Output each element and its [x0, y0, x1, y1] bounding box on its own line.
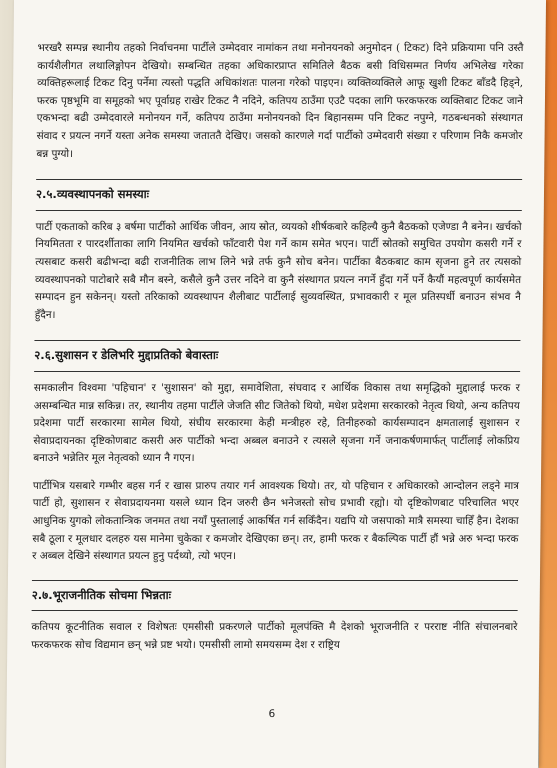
section-rule — [36, 210, 522, 211]
heading-governance: २.६.सुशासन र डेलिभरि मुद्दाप्रतिको बेवास्ताः — [34, 348, 219, 363]
paragraph-nomination: भरखरै सम्पन्न स्थानीय तहको निर्वाचनमा पार्टीले उम्मेदवार नामांकन तथा मनोनयनको अनुमोदन ( टिकट) दिने प्रक्रियामा पनि उस्तै कार्यशैलीगत लथालिङ्गोपन देखियो। सम्बन्धित तहका अधिकारप्राप्त समितिले बैठक बसी विधिसम्मत निर्णय अभिलेख गरेका व्यक्तिहरूलाई टिकट दिनु पर्नेमा त्यस्तो पद्धति अधिकांशतः पालना गरेको पाइएन। व्यक्तिव्यक्तिले आफू खुशी टिकट बाँडदै हिड्ने, फरक पृष्ठभूमि वा समूहको भए पूर्वाग्रह राखेर टिकट नै नदिने, कतिपय ठाउँमा एउटै पदका लागि फरकफरक व्यक्तिबाट टिकट जाने एकभन्दा बढी उम्मेदवारले मनोनयन गर्ने, कतिपय ठाउँमा मनोनयनको दिन बिहानसम्म पनि टिकट नपुग्ने, गठबन्धनको संस्थागत संवाद र प्रयत्न नगर्ने यस्ता अनेक समस्या जताततै देखिए। जसको कारणले गर्दा पार्टीको उम्मेदवारी संख्या र परिणाम निकै कमजोर बन्न पुग्यो। — [36, 42, 524, 160]
paragraph-management: पार्टी एकताको करिब ३ बर्षमा पार्टीको आर्थिक जीवन, आय स्रोत, व्ययको शीर्षकबारे कहिल्यै कुनै बैठकको एजेण्डा नै बनेन। खर्चको नियमितता र पारदर्शीताका लागि नियमित खर्चको फाँटवारी पेश गर्ने काम समेत भएन। पार्टी स्रोतको समुचित उपयोग कसरी गर्ने र त्यसबाट कसरी बढीभन्दा बढी राजनीतिक लाभ लिने भन्ने तर्फ कुनै सोच बनेन। पार्टीका बैठकबाट काम सृजना हुने तर त्यसको व्यवस्थापनको पाटोबारे सबै मौन बस्ने, कसैले कुनै उत्तर नदिने वा कुनै संस्थागत प्रयत्न नगर्ने हुँदा गर्ने पर्ने कैयौं महत्वपूर्ण कार्यसमेत सम्पादन हुन सकेनन्। यस्तो तरिकाको व्यवस्थापन शैलीबाट पार्टीलाई सुव्यवस्थित, प्रभावकारी र मूल प्रतिस्पर्धी बनाउन संभव नै हुँदैन। — [34, 220, 522, 321]
document-page — [6, 0, 546, 768]
section-rule — [32, 580, 518, 581]
heading-management-problem: २.५.व्यवस्थापनको समस्याः — [35, 187, 150, 202]
page-content — [31, 40, 523, 655]
section-rule — [32, 610, 518, 611]
heading-geopolitics: २.७.भूराजनीतिक सोचमा भिन्नताः — [31, 587, 172, 602]
page-number: 6 — [268, 708, 276, 720]
paragraph-geopolitics: कतिपय कूटनीतिक सवाल र विशेषतः एमसीसी प्रकरणले पार्टीको मूलपंक्ति मै देशको भूराजनीति र परराष्ट नीति संचालनबारे फरकफरक सोच विद्यमान छन् भन्ने प्रष्ट भयो। एमसीसी लामो समयसम्म देश र राष्ट्रिय — [31, 621, 518, 652]
section-rule — [36, 179, 522, 180]
section-rule — [34, 340, 520, 341]
paragraph-governance-1: समकालीन विश्वमा 'पहिचान' र 'सुशासन' को मुद्दा, समावेशिता, संघवाद र आर्थिक विकास तथा समृद्धिको मुद्दालाई फरक र असम्बन्धित मान्न सकिन्न। तर, स्थानीय तहमा पार्टीले जेजति सीट जितेको थियो, मधेश प्रदेशमा सरकारको नेतृत्व थियो, अन्य कतिपय प्रदेशमा पार्टी सरकारमा सामेल थियो, संघीय सरकारमा केही मन्त्रीहरु रहे, तिनीहरुको कार्यसम्पादन क्षमतालाई सुशासन र सेवाप्रदायनका दृष्टिकोणबाट कसरी अरु पार्टीको भन्दा अब्बल बनाउने र त्यसले सृजना गर्ने जनाकर्षणमार्फत् पार्टीलाई लोकप्रिय बनाउने भन्नेतिर मूल नेतृत्वको ध्यान नै गएन। — [33, 381, 521, 465]
section-rule — [34, 371, 520, 372]
paragraph-governance-2: पार्टीभित्र यसबारे गम्भीर बहस गर्न र खास प्रारुप तयार गर्न आवश्यक थियो। तर, यो पहिचान र अधिकारको आन्दोलन लड्ने मात्र पार्टी हो, सुशासन र सेवाप्रदायनमा यसले ध्यान दिन जरुरी छैन भनेजस्तो सोच प्रभावी रह्यो। यो दृष्टिकोणबाट परिचालित भएर आधुनिक युगको लोकतान्त्रिक जनमत तथा नयाँ पुस्तालाई आकर्षित गर्न सकिँदैन। यद्यपि यो जसपाको मात्रै समस्या चाहिँ हैन। देशका सबै ठूला र मूलधार दलहरु यस मानेमा चुकेका र कमजोर देखिएका छन्। तर, हामी फरक र बैकल्पिक पार्टी हौं भन्ने अरु भन्दा फरक र अब्बल देखिने संस्थागत प्रयत्न हुनु पर्दथ्यो, त्यो भएन। — [32, 479, 519, 563]
